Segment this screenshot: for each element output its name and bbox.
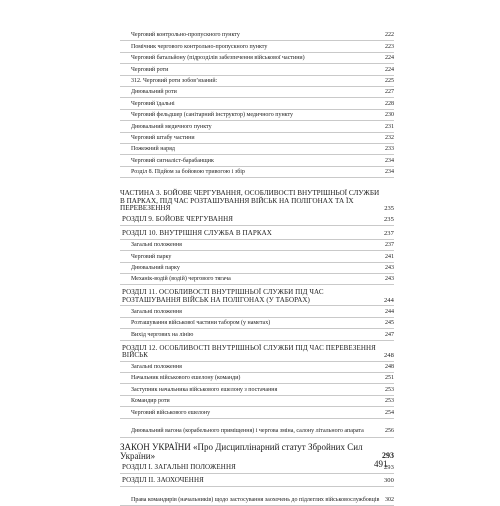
toc-entry [120, 133, 394, 144]
toc-entry [120, 41, 394, 52]
toc-entry [120, 240, 394, 251]
toc-entry-page: 248 [385, 363, 394, 370]
toc-entry-title: Розділ 8. Підйом за бойовою тривогою і збір [131, 169, 245, 176]
toc-entry [120, 167, 394, 178]
toc-section-title: РОЗДІЛ 9. БОЙОВЕ ЧЕРГУВАННЯ [122, 215, 234, 224]
toc-section-heading [120, 226, 394, 239]
toc-entry-page: 245 [385, 320, 394, 327]
toc-entry-page: 231 [385, 123, 394, 130]
toc-entry-page: 241 [385, 253, 394, 260]
toc-entry-title: Загальні положення [131, 308, 182, 315]
toc-entry [120, 384, 394, 395]
toc-entry [120, 306, 394, 317]
toc-entry-page: 232 [385, 134, 394, 141]
toc-entry-title: Вихід чергових на лінію [131, 331, 194, 338]
toc-section-heading [120, 341, 394, 362]
toc-entry [120, 98, 394, 109]
toc-entry-page: 253 [385, 398, 394, 405]
toc-section-title: РОЗДІЛ 12. ОСОБЛИВОСТІ ВНУТРІШНЬОЇ СЛУЖБИ ПІД ЧАС ПЕРЕВЕЗЕННЯ ВІЙСЬК [122, 343, 376, 360]
toc-entry-title: Днювальний медичного пункту [131, 123, 212, 130]
toc-section-heading [120, 461, 394, 474]
toc-entry-title: Черговий фельдшер (санітарний інструктор) медичного пункту [131, 112, 294, 119]
toc-entry-title: Права командирів (начальників) щодо застосування заохочень до підлеглих військовослужбовців [131, 496, 380, 503]
toc-section-page: 300 [383, 477, 394, 485]
toc-entry-title: Черговий парку [131, 253, 172, 260]
toc-entry-title: Заступник начальника військового ешелону з постачання [131, 386, 278, 393]
toc-entry-page: 247 [385, 331, 394, 338]
toc-entry-title: Начальник військового ешелону (команди) [131, 375, 241, 382]
toc-entry-page: 237 [385, 242, 394, 249]
toc-section-page: 244 [383, 296, 394, 304]
toc-law-heading [120, 438, 394, 461]
toc-part-heading [120, 178, 394, 213]
toc-entry-page: 228 [385, 100, 394, 107]
toc-entry [120, 419, 394, 438]
toc-entry-title: Черговий батальйону (підрозділів забезпечення військової частини) [131, 55, 305, 62]
toc-entry-title: Механік-водій (водій) чергового тягача [131, 276, 231, 283]
toc-entry-page: 225 [385, 77, 394, 84]
toc-entry-title: Черговий військового ешелону [131, 409, 211, 416]
toc-entry-title: Черговий контрольно-пропускного пункту [131, 32, 240, 39]
toc-entry-title: Помічник чергового контрольно-пропускного пункту [131, 43, 268, 50]
toc-entry [120, 274, 394, 285]
toc-section-title: РОЗДІЛ 10. ВНУТРІШНЯ СЛУЖБА В ПАРКАХ [122, 228, 272, 237]
toc-entry-title: Загальні положення [131, 363, 182, 370]
toc-entry-title: Черговий штабу частини [131, 134, 195, 141]
toc-entry [120, 396, 394, 407]
toc-entry-page: 224 [385, 66, 394, 73]
toc-entry-page: 233 [385, 146, 394, 153]
toc-entry-page: 234 [385, 157, 394, 164]
toc-entry-title: Командир роти [131, 398, 170, 405]
toc-section-page: 235 [383, 216, 394, 224]
toc-entry-title: Розташування військової частини табором (у наметах) [131, 320, 271, 327]
toc-entry [120, 110, 394, 121]
toc-section-page: 293 [383, 463, 394, 471]
toc-entry-title: Днювальний парку [131, 265, 180, 272]
toc-section-heading [120, 474, 394, 487]
toc-entry-page: 243 [385, 265, 394, 272]
toc-entry-page: 222 [385, 32, 394, 39]
toc-entry-page: 254 [385, 409, 394, 416]
toc-entry-page: 253 [385, 386, 394, 393]
toc-entry-page: 243 [385, 276, 394, 283]
toc-entry-title: Пожежний наряд [131, 146, 175, 153]
toc-entry [120, 30, 394, 41]
toc-section-page: 248 [383, 352, 394, 360]
toc-entry-page: 234 [385, 169, 394, 176]
toc-entry-page: 302 [385, 496, 394, 503]
toc-law-page: 293 [382, 450, 394, 460]
toc-section-heading [120, 285, 394, 306]
toc-entry [120, 64, 394, 75]
table-of-contents [120, 30, 394, 506]
toc-entry-page: 251 [385, 375, 394, 382]
toc-entry-page: 244 [385, 308, 394, 315]
toc-entry [120, 121, 394, 132]
toc-entry [120, 76, 394, 87]
toc-entry-page: 223 [385, 43, 394, 50]
toc-entry-title: Днювальний вагона (корабельного приміщення) і чергова зміна, салону літального апарата [131, 428, 364, 435]
toc-section-title: РОЗДІЛ I. ЗАГАЛЬНІ ПОЛОЖЕННЯ [122, 462, 236, 471]
toc-entry-page: 230 [385, 112, 394, 119]
toc-section-page: 237 [383, 229, 394, 237]
toc-entry [120, 407, 394, 418]
toc-section-title: РОЗДІЛ 11. ОСОБЛИВОСТІ ВНУТРІШНЬОЇ СЛУЖБИ ПІД ЧАС РОЗТАШУВАННЯ ВІЙСЬК НА ПОЛІГОНАХ (У ТАБОРАХ) [122, 288, 324, 304]
toc-entry [120, 487, 394, 506]
toc-entry [120, 362, 394, 373]
toc-entry-page: 224 [385, 55, 394, 62]
toc-entry-page: 227 [385, 89, 394, 96]
toc-part-page: 235 [384, 205, 394, 213]
toc-entry-page: 256 [385, 428, 394, 435]
toc-law-title: ЗАКОН УКРАЇНИ «Про Дисциплінарний статут Збройних Сил України» [120, 442, 363, 461]
toc-entry [120, 373, 394, 384]
toc-entry [120, 155, 394, 166]
toc-part-title: ЧАСТИНА 3. БОЙОВЕ ЧЕРГУВАННЯ, ОСОБЛИВОСТІ ВНУТРІШНЬОЇ СЛУЖБИ В ПАРКАХ, ПІД ЧАС РОЗТАШУВАННЯ ВІЙСЬК НА ПОЛІГОНАХ ТА ЇХ ПЕРЕВЕЗЕННЯ [120, 189, 380, 213]
toc-entry [120, 144, 394, 155]
toc-entry-title: 312. Черговий роти зобов’язаний: [131, 77, 218, 84]
page-number: 491 [374, 459, 388, 469]
toc-entry-title: Загальні положення [131, 242, 182, 249]
toc-entry-title: Черговий роти [131, 66, 169, 73]
toc-entry-title: Черговий їдальні [131, 100, 175, 107]
toc-entry [120, 329, 394, 340]
toc-entry [120, 263, 394, 274]
toc-section-heading [120, 213, 394, 226]
toc-entry [120, 251, 394, 262]
toc-entry-title: Черговий сигналіст-барабанщик [131, 157, 214, 164]
toc-entry [120, 53, 394, 64]
toc-section-title: РОЗДІЛ II. ЗАОХОЧЕННЯ [122, 476, 204, 485]
toc-entry [120, 318, 394, 329]
toc-entry-title: Днювальний роти [131, 89, 177, 96]
toc-entry [120, 87, 394, 98]
